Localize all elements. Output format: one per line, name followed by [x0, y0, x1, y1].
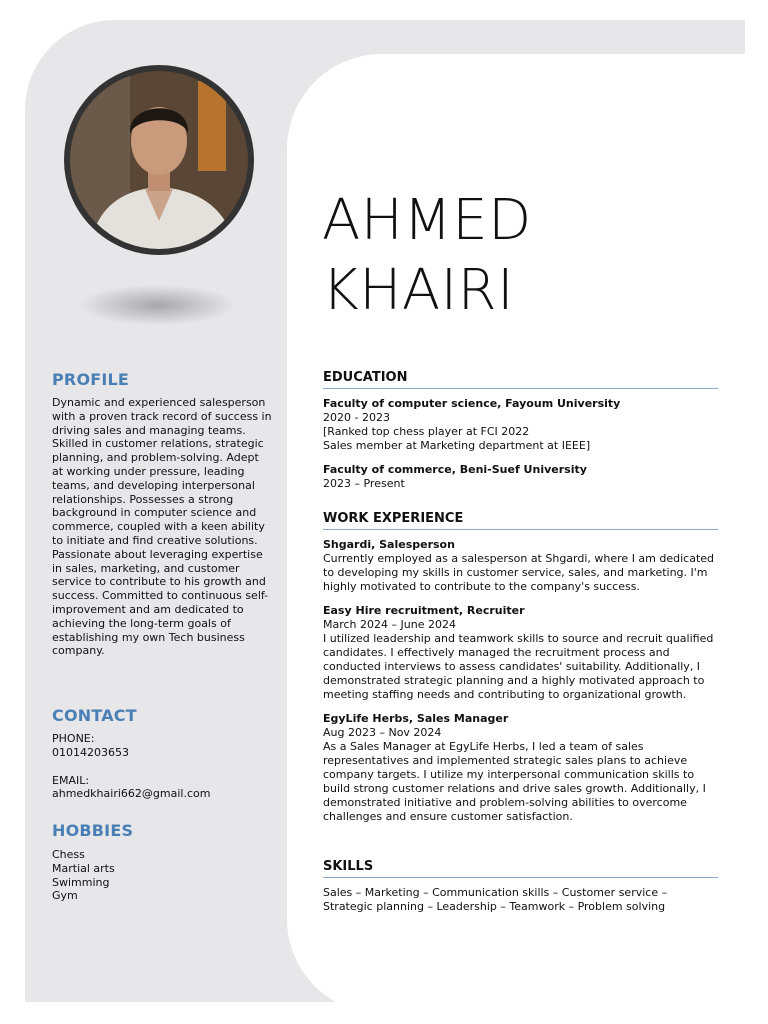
profile-text: Dynamic and experienced salesperson with a proven track record of success in driving sales and managing teams. Skilled in customer relations, strategic planning, and problem-solving. Adept at working under pressure, leading teams, and developing interpersonal relationships. Possesses a strong background in computer science and commerce, coupled with a keen ability to initiate and find creative solutions. Passionate about leveraging expertise in sales, marketing, and customer service to contribute to his growth and success. Committed to continuous self-improvement and am dedicated to achieving the long-term goals of establishing my own Tech business company. [52, 396, 272, 658]
education-entry [323, 463, 718, 491]
email-value: ahmedkhairi662@gmail.com [52, 787, 211, 801]
entry-title: Easy Hire recruitment, Recruiter [323, 604, 525, 617]
education-heading: EDUCATION [323, 370, 718, 389]
work-entry [323, 538, 718, 594]
education-section [323, 370, 718, 501]
hobby-item: Swimming [52, 875, 110, 889]
contact-section [52, 706, 272, 801]
entry-title: Shgardi, Salesperson [323, 538, 455, 551]
name-last: KHAIRI [322, 258, 515, 323]
work-section [323, 511, 718, 834]
work-entry [323, 712, 718, 824]
entry-line: Currently employed as a salesperson at Shgardi, where I am dedicated to developing my skills in customer service, sales, and marketing. I'm highly motivated to contribute to the company's success. [323, 552, 715, 593]
entry-line: 2023 – Present [323, 477, 405, 490]
work-entry [323, 604, 718, 702]
entry-line: As a Sales Manager at EgyLife Herbs, I led a team of sales representatives and implemented strategic sales plans to achieve company targets. I utilize my interpersonal communication skills to build strong customer relations and drive sales growth. Additionally, I demonstrated initiative and problem-solving abilities to overcome challenges and ensure customer satisfaction. [323, 740, 706, 823]
entry-line: Sales member at Marketing department at IEEE] [323, 439, 591, 452]
entry-title: Faculty of computer science, Fayoum University [323, 397, 621, 410]
hobby-item: Gym [52, 889, 78, 903]
hobbies-heading: HOBBIES [52, 821, 134, 840]
education-entry [323, 397, 718, 453]
email-label: EMAIL: [52, 773, 90, 787]
phone-label: PHONE: [52, 732, 95, 745]
name-first: AHMED [322, 188, 532, 253]
candidate-name [322, 186, 532, 326]
hobbies-list [52, 848, 272, 903]
phone-value: 01014203653 [52, 745, 129, 759]
work-heading: WORK EXPERIENCE [323, 511, 718, 530]
photo-shadow [80, 285, 235, 325]
skills-section [323, 859, 718, 924]
entry-line: 2020 - 2023 [323, 411, 390, 424]
hobby-item: Chess [52, 848, 85, 861]
entry-line: Aug 2023 – Nov 2024 [323, 726, 442, 739]
contact-heading: CONTACT [52, 706, 137, 725]
skills-text: Sales – Marketing – Communication skills – Customer service – Strategic planning – Leadership – Teamwork – Problem solving [323, 886, 668, 913]
entry-line: March 2024 – June 2024 [323, 618, 456, 631]
entry-line: [Ranked top chess player at FCI 2022 [323, 425, 530, 438]
entry-title: Faculty of commerce, Beni-Suef University [323, 463, 587, 476]
entry-line: I utilized leadership and teamwork skills to source and recruit qualified candidates. I effectively managed the recruitment process and conducted interviews to assess candidates' suitability. Additionally, I demonstrated strategic planning and a highly motivated approach to meeting staffing needs and contributing to organizational growth. [323, 632, 714, 701]
hobby-item: Martial arts [52, 861, 115, 875]
profile-photo [64, 65, 254, 255]
profile-section [52, 370, 272, 658]
profile-heading: PROFILE [52, 370, 130, 389]
hobbies-section [52, 821, 272, 903]
entry-title: EgyLife Herbs, Sales Manager [323, 712, 509, 725]
skills-heading: SKILLS [323, 859, 718, 878]
